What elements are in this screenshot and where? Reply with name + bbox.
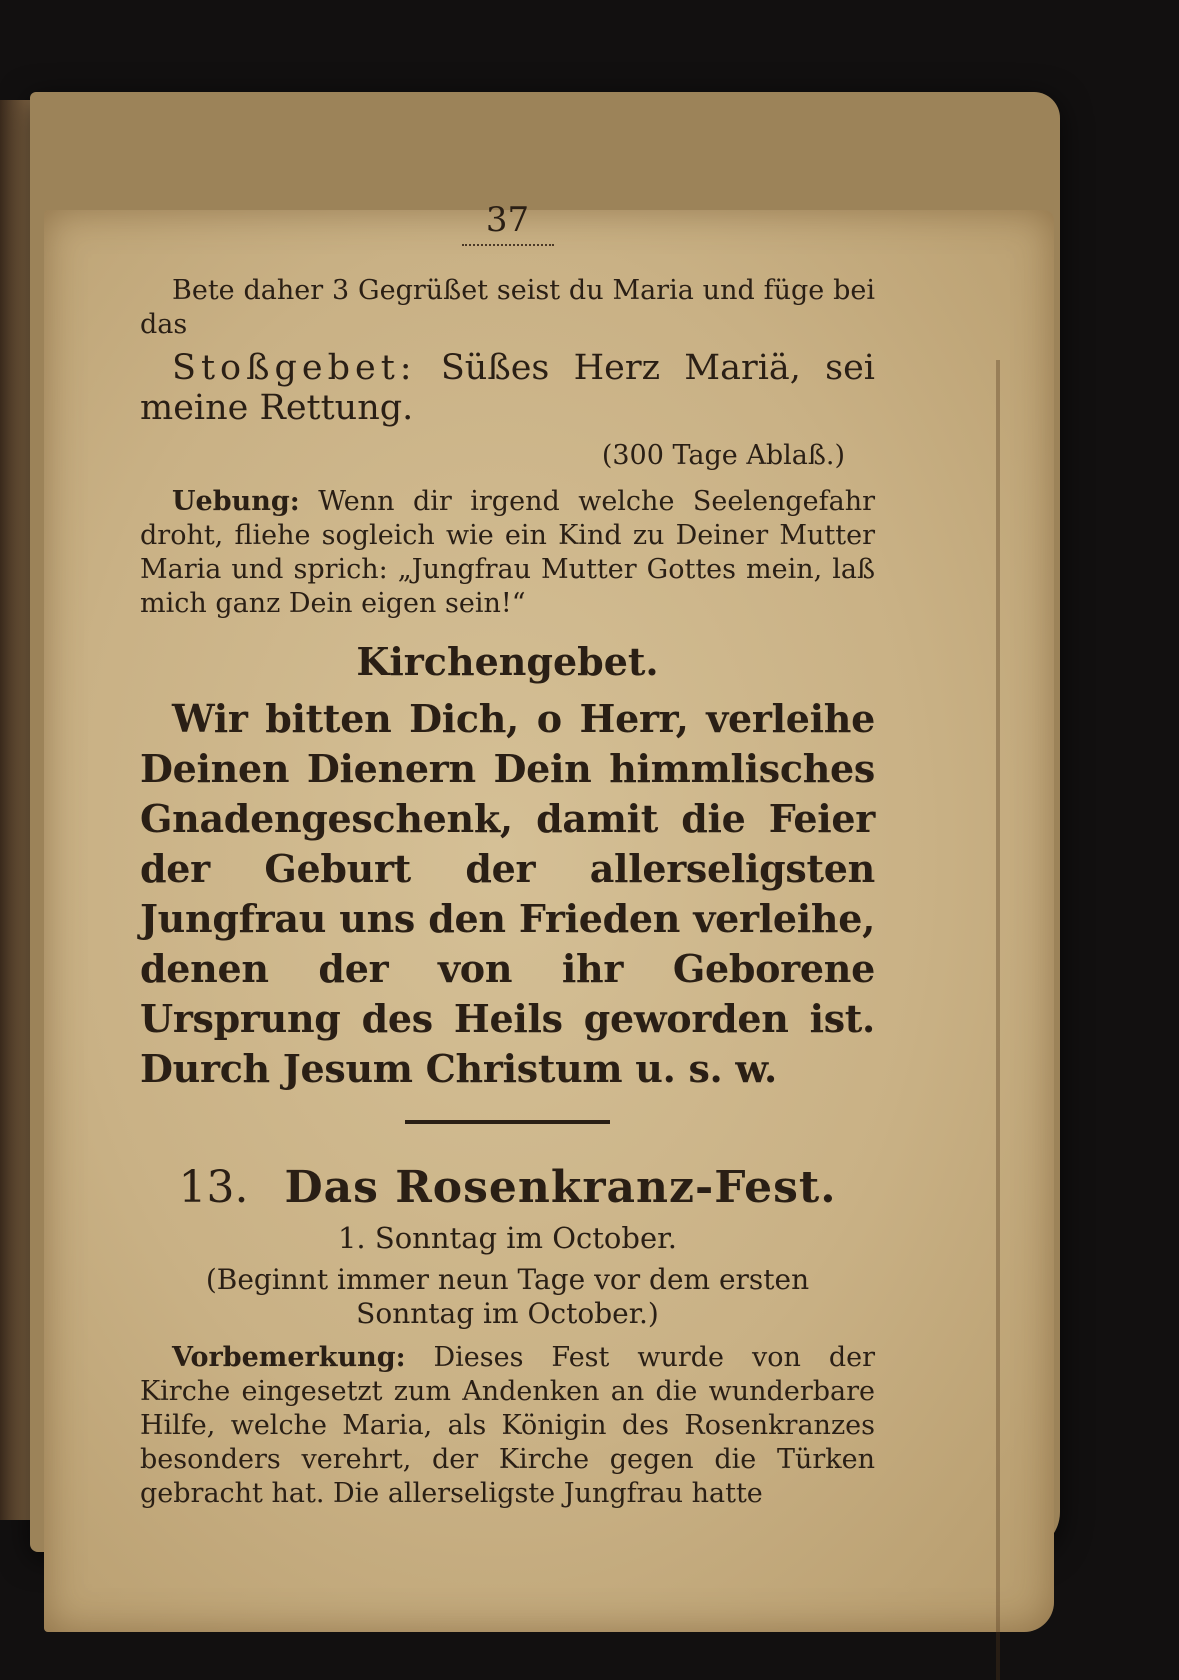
section-divider: [405, 1120, 610, 1124]
page-number-underline: [462, 244, 554, 246]
page-content: [140, 200, 875, 1511]
indulgence-note: (300 Tage Ablaß.): [601, 440, 845, 471]
paragraph-vorbemerkung: [140, 1341, 875, 1511]
section-date: 1. Sonntag im October.: [337, 1221, 678, 1255]
section-number: 13.: [178, 1162, 249, 1213]
section-heading: [140, 1162, 875, 1213]
section-note: (Beginnt immer neun Tage vor dem ersten Sonntag im October.): [205, 1263, 810, 1330]
paragraph-stossgebet: [140, 348, 875, 428]
paragraph-bete: Bete daher 3 Gegrüßet seist du Maria und füge bei das: [140, 275, 875, 340]
paragraph-uebung: [140, 485, 875, 621]
uebung-text: Wenn dir irgend welche Seelengefahr droht, fliehe sogleich wie ein Kind zu Deiner Mutter Maria und sprich: „Jungfrau Mutter Gottes mein, laß mich ganz Dein eigen sein!“: [140, 486, 875, 619]
page-number: 37: [485, 200, 530, 240]
page-edge: [996, 360, 1000, 1680]
vorbemerkung-text: Dieses Fest wurde von der Kirche eingesetzt zum Andenken an die wunderbare Hilfe, welche Maria, als Königin des Rosenkranzes besonders verehrt, der Kirche gegen die Türken gebracht hat. Die allerseligste Jungfrau hatte: [140, 1342, 875, 1509]
vorbemerkung-label: Vorbemerkung:: [172, 1342, 406, 1373]
stossgebet-text: Süßes Herz Mariä, sei meine Rettung.: [140, 348, 875, 428]
stossgebet-label: Stoßgebet:: [172, 348, 417, 388]
section-title: Das Rosenkranz-Fest.: [284, 1162, 837, 1213]
kirchengebet-heading: Kirchengebet.: [356, 639, 659, 684]
kirchengebet-text: Wir bitten Dich, o Herr, verleihe Deinen Dienern Dein himmlisches Gnadengeschenk, damit die Feier der Geburt der allerseligsten Jungfrau uns den Frieden verleihe, denen der von ihr Geborene Ursprung des Heils geworden ist. Durch Jesum Christum u. s. w.: [140, 696, 875, 1091]
uebung-label: Uebung:: [172, 486, 300, 517]
